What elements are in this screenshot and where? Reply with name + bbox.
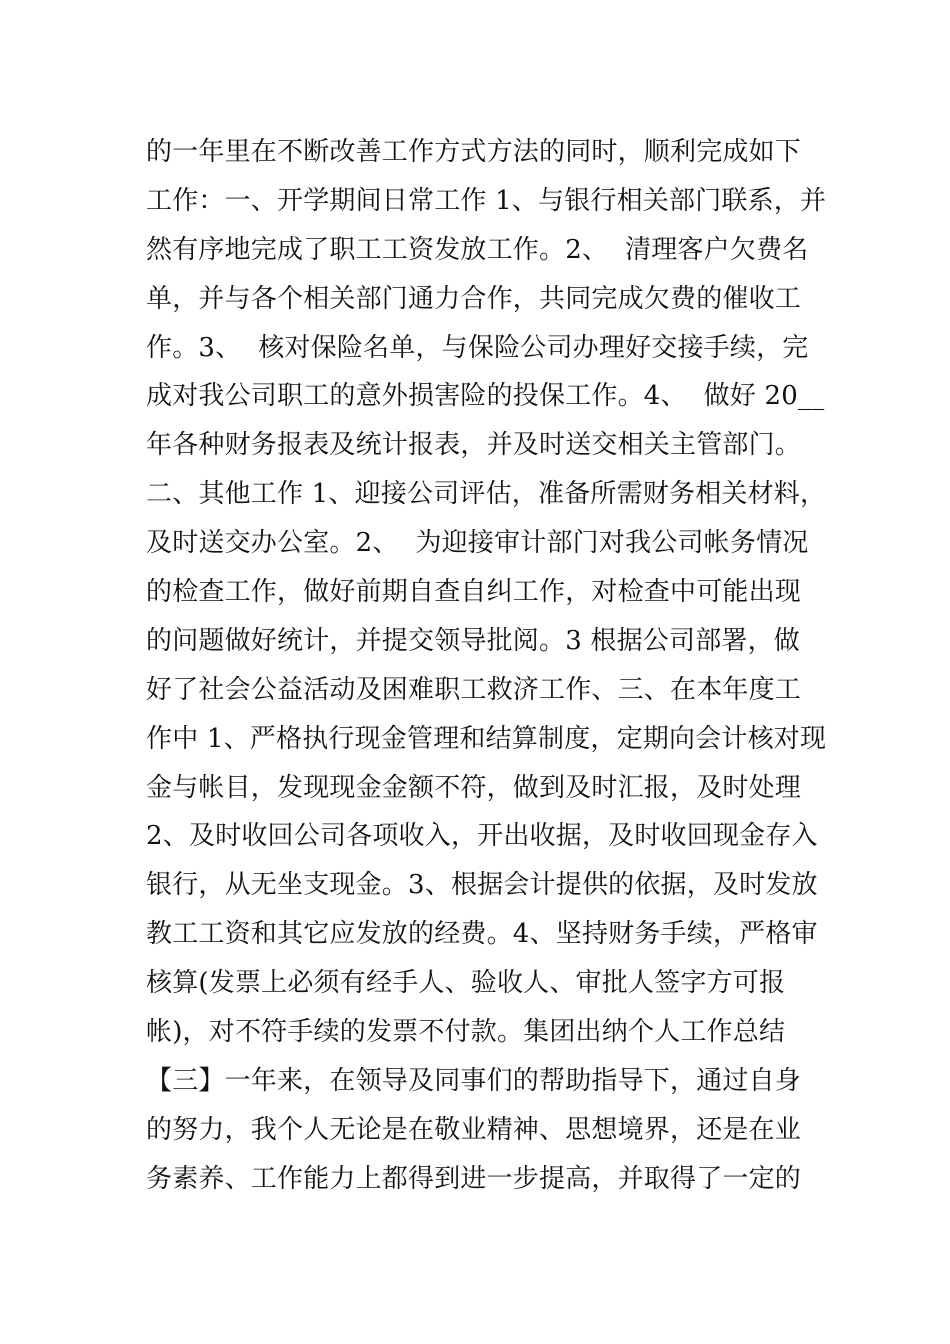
text-line: 单，并与各个相关部门通力合作，共同完成欠费的催收工 [146, 283, 802, 314]
text-line: 作。3、 核对保险名单，与保险公司办理好交接手续，完 [146, 332, 809, 363]
text-line: 核算(发票上必须有经手人、验收人、审批人签字方可报 [146, 968, 786, 999]
text-line: 【三】一年来，在领导及同事们的帮助指导下，通过自身 [146, 1065, 802, 1096]
body-text [146, 128, 827, 1204]
text-line: 二、其他工作 1、迎接公司评估，准备所需财务相关材料， [146, 479, 827, 510]
text-line: 的问题做好统计，并提交领导批阅。3 根据公司部署，做 [146, 625, 801, 656]
text-line: 的检查工作，做好前期自查自纠工作，对检查中可能出现 [146, 577, 802, 608]
text-line: 的一年里在不断改善工作方式方法的同时，顺利完成如下 [146, 137, 802, 167]
text-line: 银行，从无坐支现金。3、根据会计提供的依据，及时发放 [146, 870, 818, 901]
text-line: 作中 1、严格执行现金管理和结算制度，定期向会计核对现 [146, 723, 827, 754]
text-line: 教工工资和其它应发放的经费。4、坚持财务手续，严格审 [146, 919, 818, 950]
text-line: 务素养、工作能力上都得到进一步提高，并取得了一定的 [146, 1163, 802, 1194]
text-line: 好了社会公益活动及困难职工救济工作、三、在本年度工 [146, 674, 802, 705]
text-line: 及时送交办公室。2、 为迎接审计部门对我公司帐务情况 [146, 528, 809, 559]
text-line: 2、及时收回公司各项收入，开出收据，及时收回现金存入 [146, 821, 818, 852]
text-line: 工作：一、开学期间日常工作 1、与银行相关部门联系，并 [146, 185, 827, 216]
text-line: 然有序地完成了职工工资发放工作。2、 清理客户欠费名 [146, 234, 809, 265]
text-line: 帐)，对不符手续的发票不付款。集团出纳个人工作总结 [146, 1017, 786, 1048]
text-line: 金与帐目，发现现金金额不符，做到及时汇报，及时处理 [146, 772, 802, 803]
text-line: 年各种财务报表及统计报表，并及时送交相关主管部门。 [146, 430, 802, 461]
text-line: 成对我公司职工的意外损害险的投保工作。4、 做好 20__ [146, 381, 825, 412]
text-line: 的努力，我个人无论是在敬业精神、思想境界，还是在业 [146, 1114, 802, 1145]
